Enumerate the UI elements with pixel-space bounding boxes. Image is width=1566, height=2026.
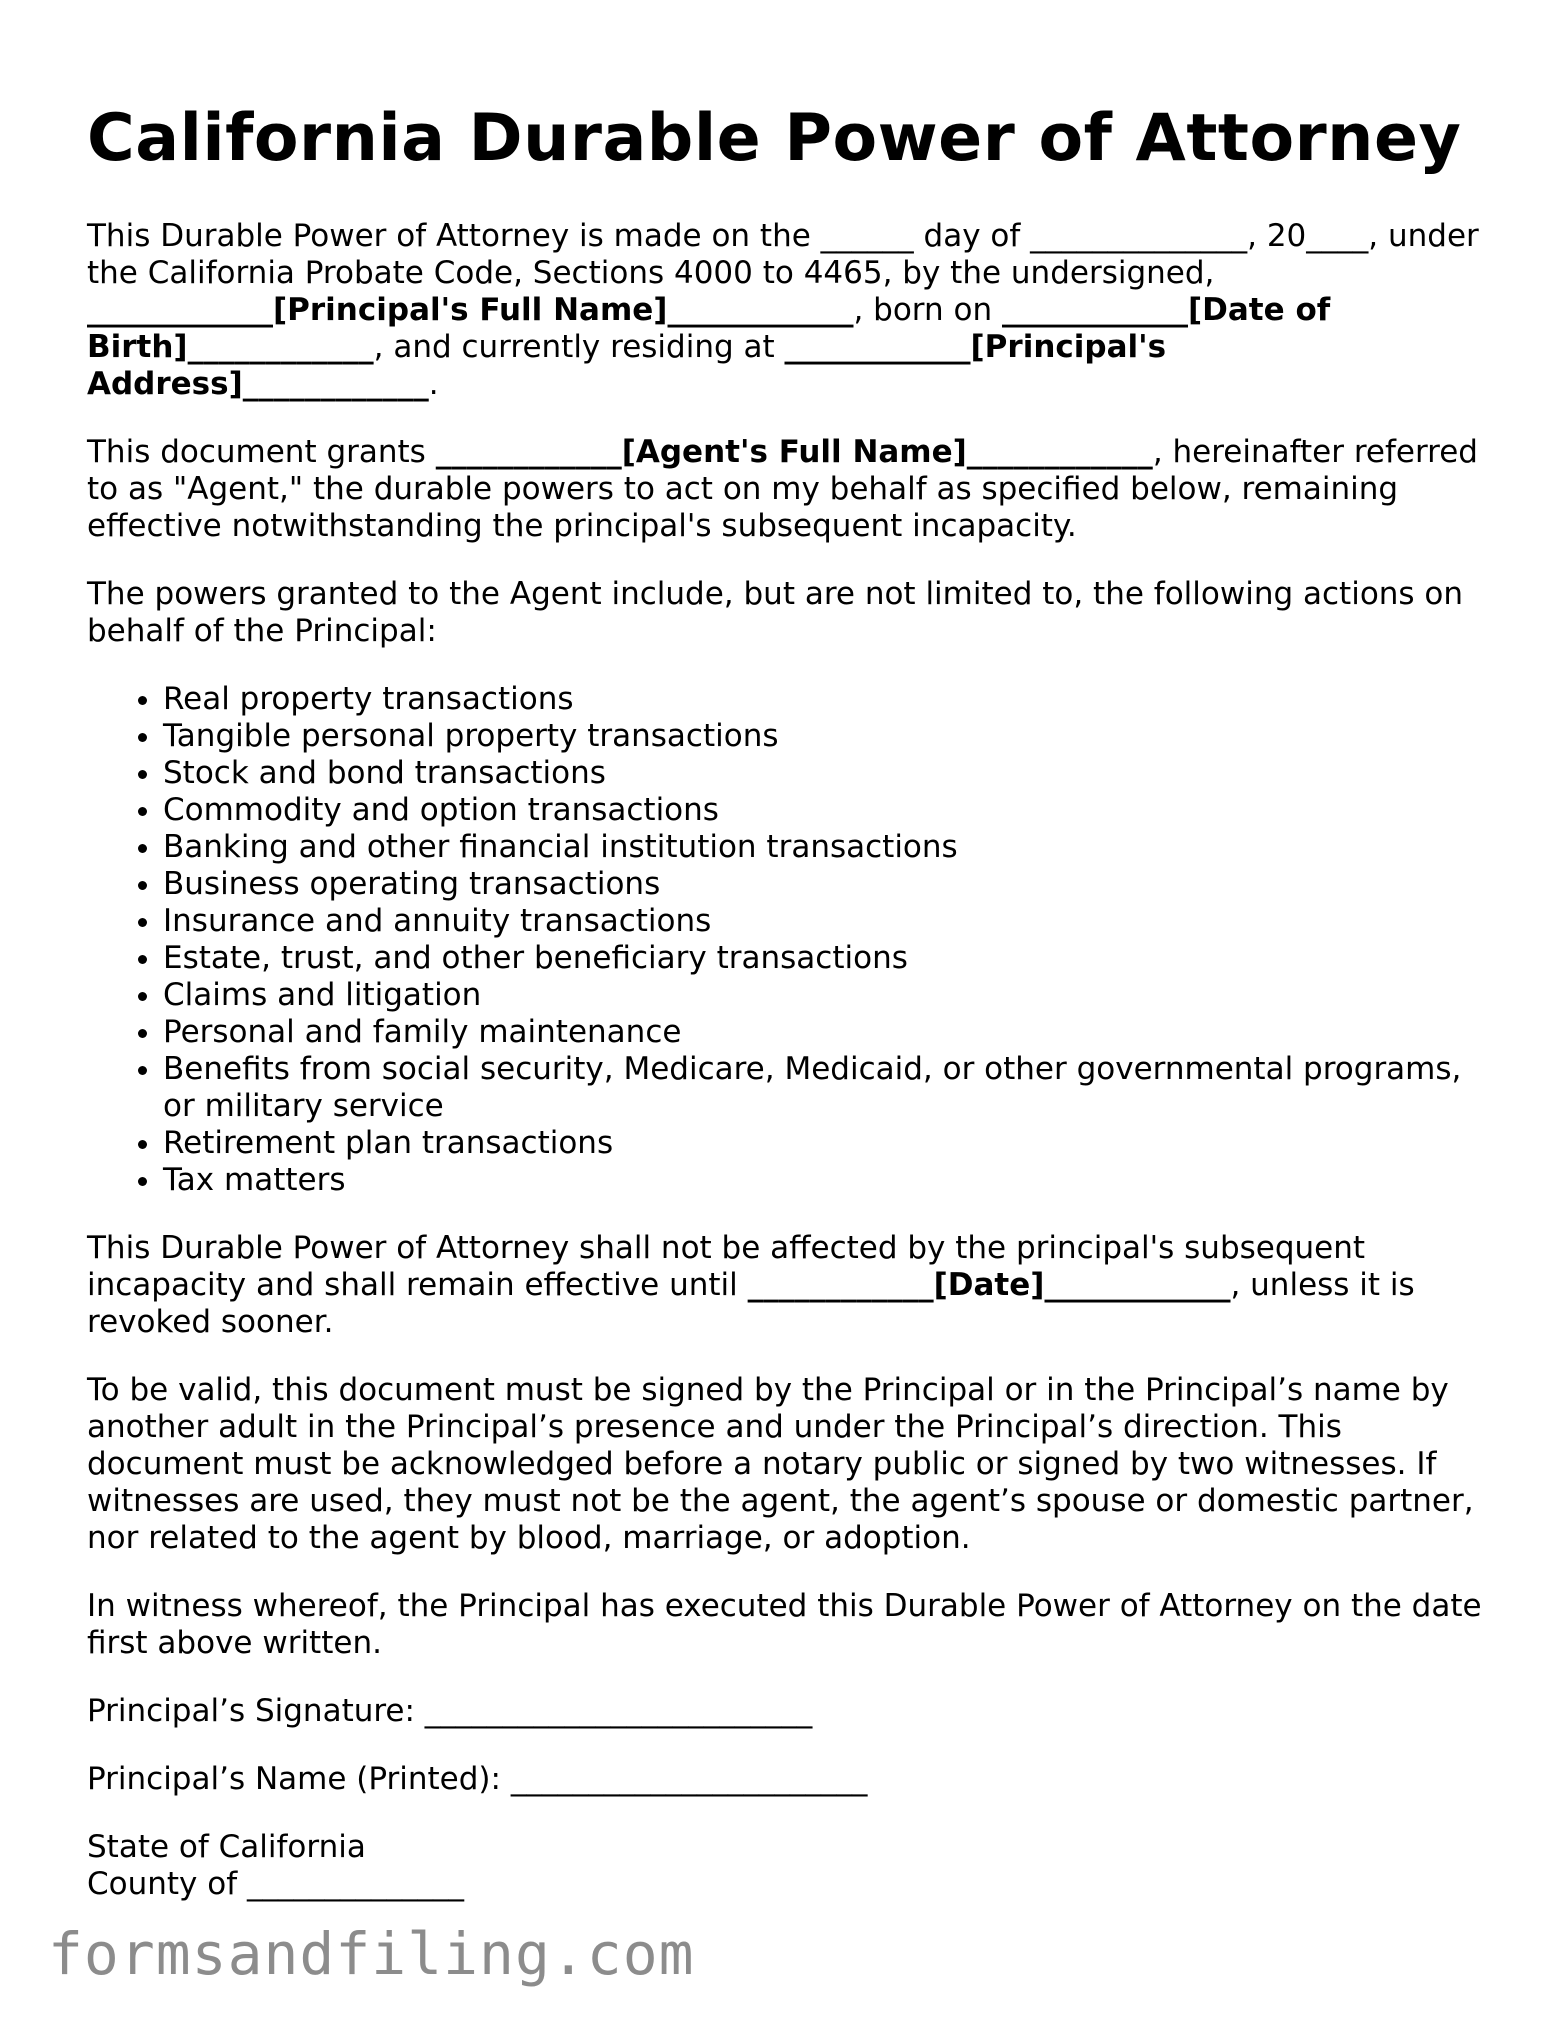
list-item: • Tax matters: [163, 1162, 1487, 1199]
list-item: • Business operating transactions: [163, 866, 1487, 903]
validity-paragraph: To be valid, this document must be signed by the Principal or in the Principal’s name by another adult in the Principal’s presence and under the Principal’s direction. This document must be acknowledged before a notary public or signed by two witnesses. If witnesses are used, they must not be the agent, the agent’s spouse or domestic partner, nor related to the agent by blood, marriage, or adoption.: [87, 1372, 1474, 1556]
principal-address-field: ____________[Principal's Address]____________: [87, 329, 1167, 402]
witness-paragraph: In witness whereof, the Principal has executed this Durable Power of Attorney on the date first above written.: [87, 1588, 1482, 1661]
powers-intro-paragraph: The powers granted to the Agent include, but are not limited to, the following actions on behalf of the Principal:: [87, 576, 1464, 649]
intro-text-1: This Durable Power of Attorney is made on the ______ day of ______________, 20____, under the California Probate Code, Sections 4000 to 4465, by the undersigned,: [87, 218, 1479, 291]
list-item: • Tangible personal property transactions: [163, 718, 1487, 755]
principal-printed-name-line: Principal’s Name (Printed): _______________________: [87, 1761, 868, 1797]
effect-paragraph: [87, 1230, 1487, 1341]
list-item: • Stock and bond transactions: [163, 755, 1487, 792]
agent-name-field: ____________[Agent's Full Name]____________: [435, 434, 1153, 470]
list-item: • Claims and litigation: [163, 977, 1487, 1014]
effect-text-1: This Durable Power of Attorney shall not be affected by the principal's subsequent incapacity and shall remain effective until: [87, 1230, 1366, 1303]
intro-text-2: , born on: [853, 292, 1002, 328]
effect-text-2: , unless it is revoked sooner.: [87, 1267, 1415, 1340]
site-watermark: formsandfiling.com: [48, 1920, 695, 1988]
list-item: • Estate, trust, and other beneficiary transactions: [163, 940, 1487, 977]
end-date-field: ____________[Date]____________: [747, 1267, 1231, 1303]
list-item: • Benefits from social security, Medicare, Medicaid, or other governmental programs, or military service: [163, 1051, 1487, 1125]
principal-name-field: ____________[Principal's Full Name]____________: [87, 292, 854, 328]
notary-venue-block: [87, 1829, 1487, 1903]
list-item: • Banking and other financial institution transactions: [163, 829, 1487, 866]
grant-text-2: , hereinafter referred to as "Agent," the durable powers to act on my behalf as specified below, remaining effective notwithstanding the principal's subsequent incapacity.: [87, 434, 1478, 544]
list-item: • Real property transactions: [163, 681, 1487, 718]
powers-list: [87, 681, 1487, 1199]
list-item: • Personal and family maintenance: [163, 1014, 1487, 1051]
intro-text-4: .: [428, 366, 439, 402]
intro-text-3: , and currently residing at: [373, 329, 785, 365]
list-item: • Retirement plan transactions: [163, 1125, 1487, 1162]
state-line: State of California: [87, 1829, 366, 1865]
intro-paragraph: [87, 218, 1487, 403]
list-item: • Insurance and annuity transactions: [163, 903, 1487, 940]
grant-paragraph: [87, 434, 1487, 545]
county-line: County of ______________: [87, 1866, 464, 1902]
document-title: California Durable Power of Attorney: [87, 101, 1462, 176]
date-of-birth-field: ____________[Date of Birth]____________: [87, 292, 1331, 365]
grant-text-1: This document grants: [87, 434, 436, 470]
list-item: • Commodity and option transactions: [163, 792, 1487, 829]
principal-signature-line: Principal’s Signature: _________________________: [87, 1693, 813, 1729]
document-page: [87, 100, 1487, 1903]
